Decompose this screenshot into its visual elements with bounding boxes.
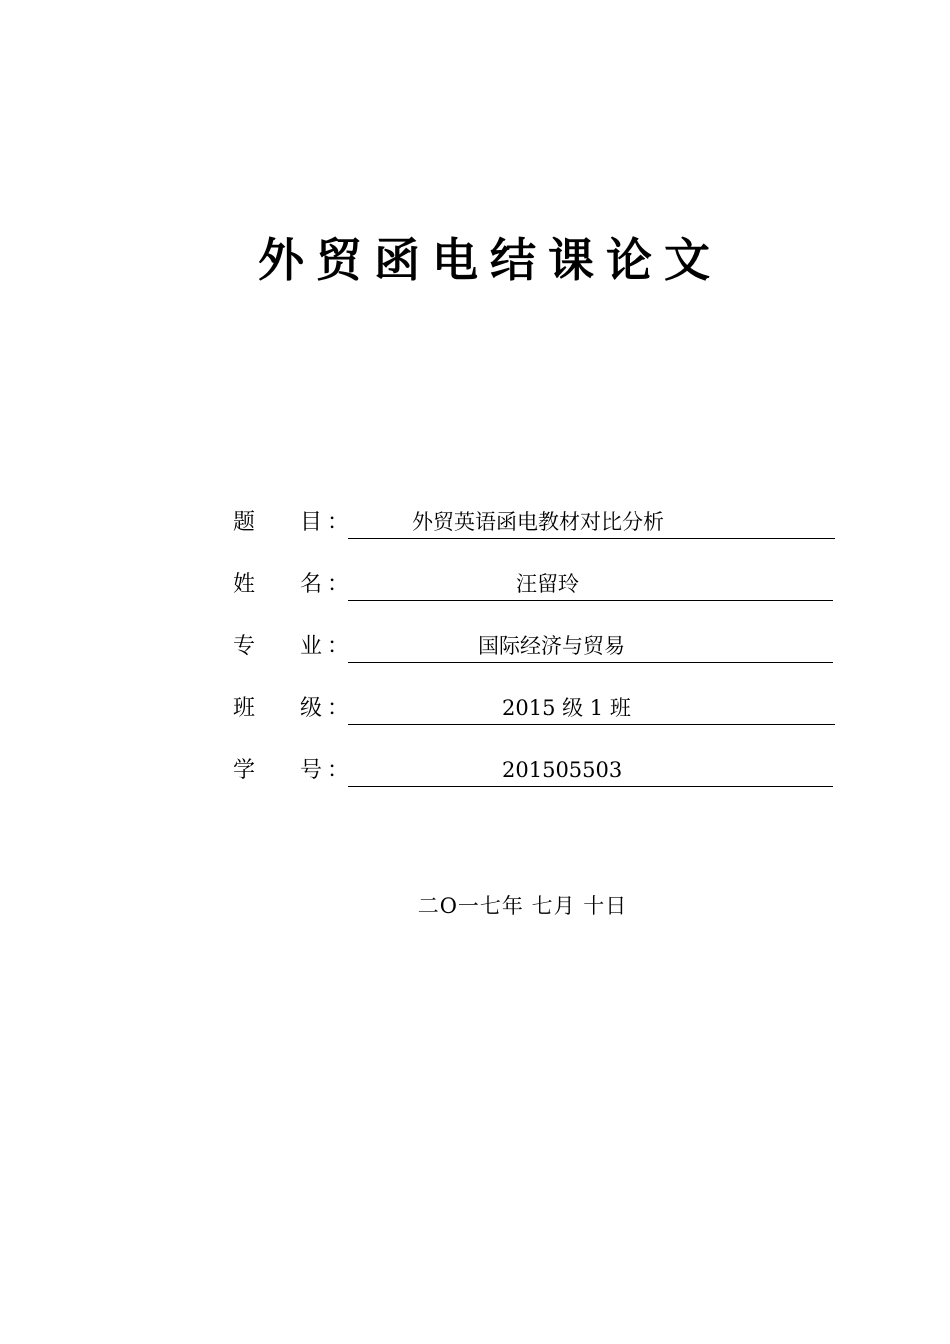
field-row-class: [233, 686, 835, 748]
field-label-char: 学: [233, 758, 256, 783]
page-title: 外贸函电结课论文: [258, 233, 722, 287]
document-date: 二O一七年 七月 十日: [417, 894, 628, 918]
field-label-char: 名: [300, 572, 323, 597]
field-label-char: 业: [300, 634, 323, 659]
field-colon: ：: [327, 510, 350, 535]
field-underline: [348, 662, 833, 663]
field-label-char: 专: [233, 634, 256, 659]
field-row-topic: [233, 500, 835, 562]
field-value-class: 2015 级 1 班: [502, 696, 631, 720]
field-value-name: 汪留玲: [516, 572, 579, 596]
field-row-student-id: [233, 748, 835, 810]
field-underline: [348, 786, 833, 787]
field-row-name: [233, 562, 835, 624]
field-row-major: [233, 624, 835, 686]
field-underline: [348, 724, 835, 725]
field-colon: ：: [327, 634, 350, 659]
field-value-major: 国际经济与贸易: [478, 634, 625, 658]
field-value-topic: 外贸英语函电教材对比分析: [412, 510, 664, 534]
field-label-char: 姓: [233, 572, 256, 597]
field-colon: ：: [327, 758, 350, 783]
field-label-char: 号: [300, 758, 323, 783]
field-underline: [348, 538, 835, 539]
field-underline: [348, 600, 833, 601]
field-label-char: 题: [233, 510, 256, 535]
field-colon: ：: [327, 696, 350, 721]
field-label-char: 目: [300, 510, 323, 535]
info-table: [233, 500, 835, 810]
field-value-student-id: 201505503: [502, 758, 623, 782]
field-label-char: 级: [300, 696, 323, 721]
field-colon: ：: [327, 572, 350, 597]
field-label-char: 班: [233, 696, 256, 721]
